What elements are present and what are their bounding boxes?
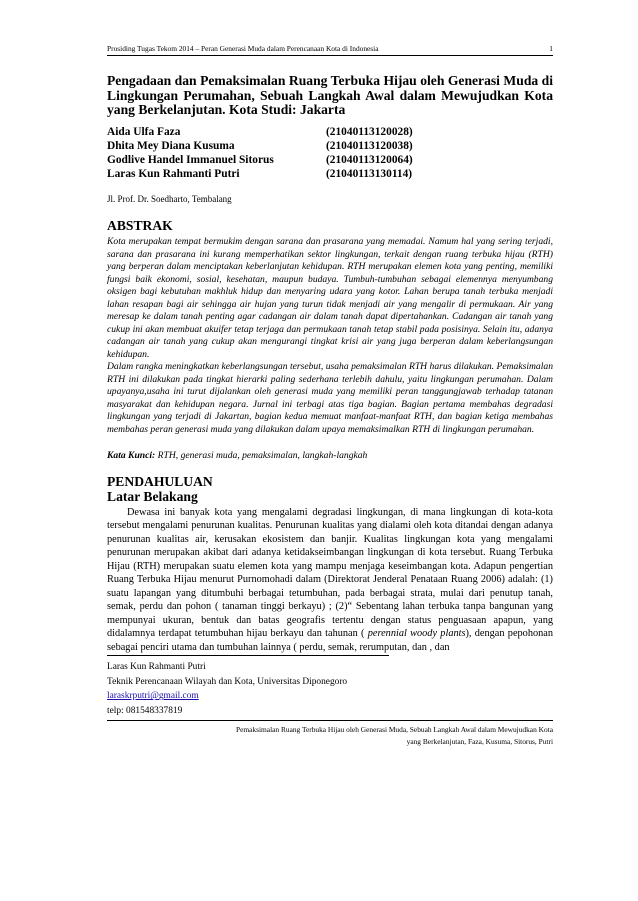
footnote-department: Teknik Perencanaan Wilayah dan Kota, Universitas Diponegoro: [107, 676, 348, 687]
abstract-body: [107, 236, 553, 436]
affiliation: Jl. Prof. Dr. Soedharto, Tembalang: [107, 193, 232, 204]
running-footer: [107, 720, 553, 748]
intro-text-start: Dewasa ini banyak kota yang mengalami degradasi lingkungan, di mana lingkungan di kota-kota tersebut mengalami penurunan kualitas. Penurunan kualitas yang dialami oleh kota ditandai dengan adanya penurunan kualitas air, kerusakan ekosistem dan banjir. Kualitas lingkungan kota yang mengalami penurunan merupakan akibat dari adanya ketidakseimbangan lingkungan di kota tersebut. Ruang Terbuka Hijau (RTH) merupakan suatu elemen kota yang mampu menjaga keseimbangan kota. Adapun pengertian Ruang Terbuka Hijau menurut Purnomohadi dalam (Direktorat Jenderal Penataan Ruang 2006) adalah: (1) suatu lapangan yang ditumbuhi berbagai tetumbuhan, pada berbagai strata, mulai dari penutup tanah, semak, perdu dan pohon ( tanaman tinggi berkayu) ; (2)“ Sebentang lahan terbuka tanpa bangunan yang mempunyai ukuran, bentuk dan batas geografis tertentu dengan status penguasaan apapun, yang didalamnya terdapat tetumbuhan hijau berkayu dan tahunan (: [107, 506, 553, 640]
intro-subheading: Latar Belakang: [107, 488, 198, 504]
running-header-title: Prosiding Tugas Tekom 2014 – Peran Generasi Muda dalam Perencanaan Kota di Indonesia: [107, 44, 379, 53]
keywords-label: Kata Kunci:: [107, 450, 156, 462]
author-row: [107, 139, 553, 153]
author-list: [107, 125, 553, 182]
footnote-name: Laras Kun Rahmanti Putri: [107, 662, 206, 673]
author-footnote: [107, 660, 553, 718]
author-name: Aida Ulfa Faza: [107, 125, 181, 138]
intro-text-italic: perennial woody plants: [367, 628, 466, 640]
author-id: (21040113120038): [326, 139, 413, 152]
author-row: [107, 125, 553, 139]
intro-paragraph: [107, 506, 553, 655]
footnote-rule: [107, 655, 389, 656]
author-id: (21040113120028): [326, 125, 413, 138]
author-row: [107, 167, 553, 181]
abstract-paragraph-2: Dalam rangka meningkatkan keberlangsungan tersebut, usaha pemaksimalan RTH harus dilakukan. Pemaksimalan RTH ini dilakukan pada tingkat hierarki paling sederhana terlebih dahulu, yaitu lingkungan perumahan. Dalam upayanya,usaha ini turut dijalankan oleh generasi muda yang memiliki peran tanggungjawab terhadap tatanan masyarakat dan kehidupan negara. Jurnal ini terbagi atas tiga bagian. Bagian pertama membahas degradasi lingkungan yang terjadi di Jakartan, bagian kedua memuat manfaat-manfaat RTH, dan bagian ketiga membahas membahas peran generasi muda yang dilakukan dalam upaya memaksimalkan RTH di lingkungan perumahan.: [107, 361, 553, 435]
footnote-email-link[interactable]: laraskrputri@gmail.com: [107, 691, 199, 702]
author-name: Godlive Handel Immanuel Sitorus: [107, 154, 274, 167]
running-footer-line-2: yang Berkelanjutan, Faza, Kusuma, Sitorus, Putri: [406, 737, 553, 747]
page-number: 1: [549, 44, 553, 53]
keywords: [107, 450, 553, 461]
abstract-heading: ABSTRAK: [107, 217, 173, 233]
keywords-text: RTH, generasi muda, pemaksimalan, langkah-langkah: [155, 450, 368, 462]
author-name: Dhita Mey Diana Kusuma: [107, 139, 235, 152]
author-id: (21040113120064): [326, 154, 413, 167]
author-row: [107, 153, 553, 167]
paper-page: [107, 44, 553, 748]
paper-title: Pengadaan dan Pemaksimalan Ruang Terbuka Hijau oleh Generasi Muda di Lingkungan Perumahan, Sebuah Langkah Awal dalam Mewujudkan Kota yang Berkelanjutan. Kota Studi: Jakarta: [107, 73, 553, 118]
intro-heading: PENDAHULUAN: [107, 474, 213, 490]
intro-text-end: ), dengan pepohonan sebagai penciri utama dan tumbuhan lainnya ( perdu, semak, rerumputan, dan , dan: [107, 628, 553, 653]
footnote-phone: telp: 081548337819: [107, 705, 183, 716]
author-id: (21040113130114): [326, 168, 413, 181]
author-name: Laras Kun Rahmanti Putri: [107, 168, 240, 181]
running-footer-line-1: Pemaksimalan Ruang Terbuka Hijau oleh Generasi Muda, Sebuah Langkah Awal dalam Mewujudkan Kota: [236, 725, 553, 735]
running-header: [107, 44, 553, 56]
abstract-paragraph-1: Kota merupakan tempat bermukim dengan sarana dan prasarana yang memadai. Namum hal yang sering terjadi, sarana dan prasarana ini kurang memperhatikan sektor lingkungan, terkait dengan ruang terbuka hijau (RTH) yang berperan dalam menciptakan keberlanjutan kehidupan. RTH merupakan elemen kota yang penting, memiliki fungsi baik ekonomi, sosial, kesehatan, maupun budaya. Tumbuh-tumbuhan sebagai elemennya menyumbang oksigen bagi kebutuhan makhluk hidup dan menyaring udara yang kotor. Lahan berupa tanah terbuka menjadi lahan resapan bagi air sehingga air hujan yang turun tidak menjadi air yang mengalir di permukaan. Air yang meresap ke dalam tanah penting agar cadangan air dalam tanah dapat dipertahankan. Cadangan air tanah yang cukup ini akan membuat akuifer tetap terjaga dan permukaan tanah tetap stabil pada posisinya. Selain itu, adanya cadangan air tanah yang cukup akan mengurangi tingkat krisi air yang juga berperan dalam keberlangsungan kehidupan.: [107, 236, 553, 360]
